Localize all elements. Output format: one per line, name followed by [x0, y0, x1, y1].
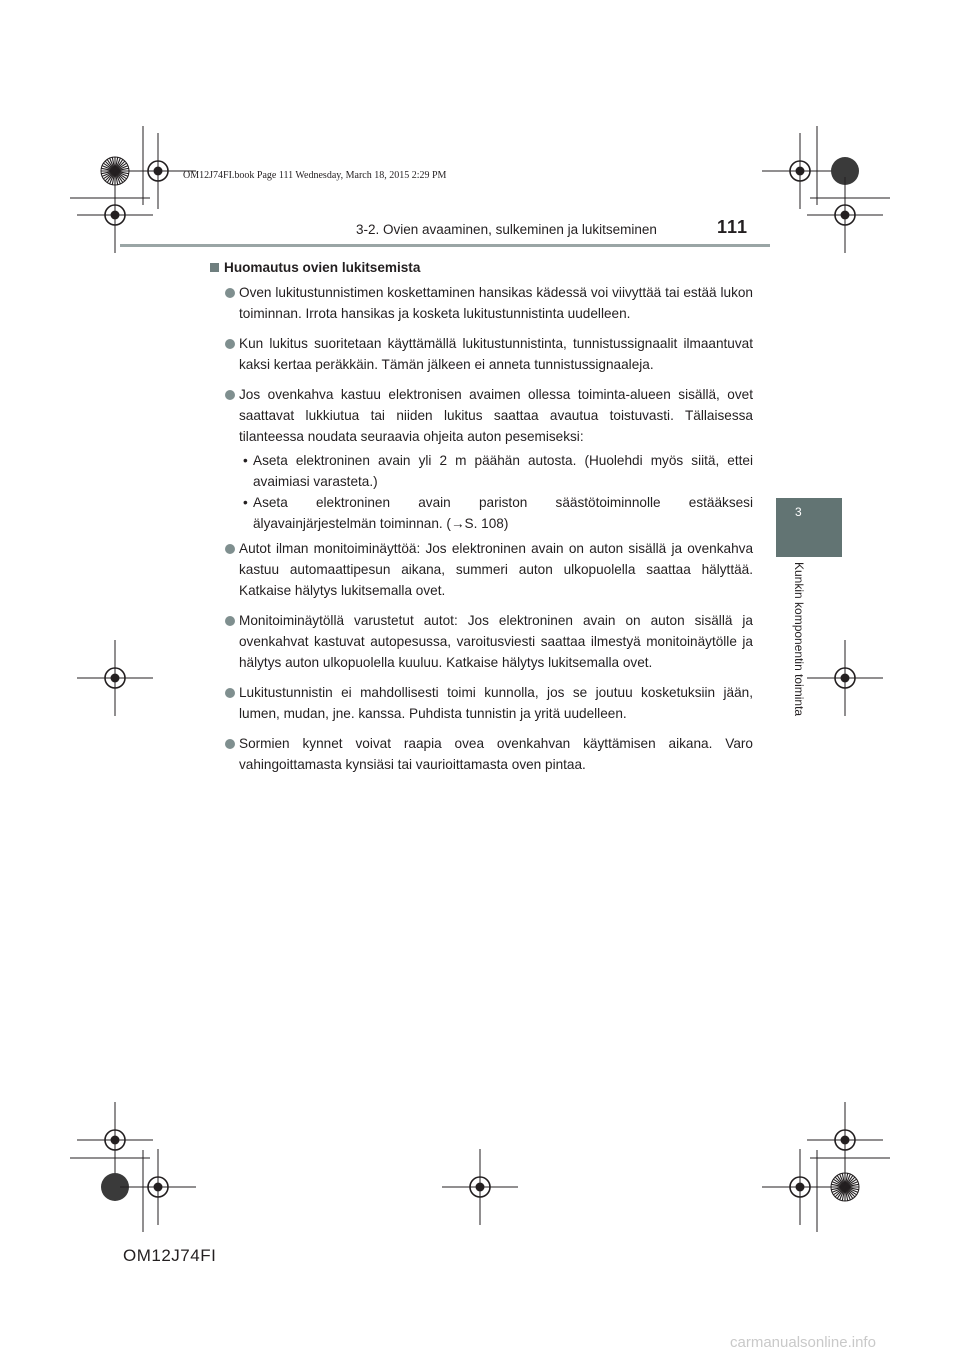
bullet-dot-icon — [225, 390, 235, 400]
sub-list-item: • Aseta elektroninen avain pariston säästötoiminnolle estääksesi älyavainjärjestelmän toiminnan. (→S. 108) — [210, 492, 753, 534]
bullet-dot-icon — [225, 688, 235, 698]
list-item: Jos ovenkahva kastuu elektronisen avaimen ollessa toiminta-alueen sisällä, ovet saattavat lukkiutua tai niiden lukitus saattaa avautua toistuvasti. Tällaisessa tilanteessa noudata seuraavia ohjeita auton pesemiseksi: — [210, 384, 753, 447]
footer-code: OM12J74FI — [123, 1246, 217, 1265]
list-item: Oven lukitustunnistimen koskettaminen hansikas kädessä voi viivyttää tai estää lukon toiminnan. Irrota hansikas ja kosketa lukitustunnistinta uudelleen. — [210, 282, 753, 324]
small-bullet-icon: • — [243, 495, 248, 510]
square-bullet-icon — [210, 263, 219, 272]
header-rule — [120, 244, 770, 247]
page-content — [210, 257, 753, 784]
bullet-dot-icon — [225, 544, 235, 554]
sub-list-item: • Aseta elektroninen avain yli 2 m päähän autosta. (Huolehdi myös siitä, ettei avaimiasi varasteta.) — [210, 450, 753, 492]
list-item: Lukitustunnistin ei mahdollisesti toimi kunnolla, jos se joutuu kosketuksiin jään, lumen, mudan, jne. kanssa. Puhdista tunnistin ja yritä uudelleen. — [210, 682, 753, 724]
bullet-dot-icon — [225, 739, 235, 749]
bullet-dot-icon — [225, 288, 235, 298]
chapter-number: 3 — [795, 505, 802, 519]
page-number: 111 — [717, 217, 749, 237]
list-item: Monitoiminäytöllä varustetut autot: Jos elektroninen avain on auton sisällä ja ovenkahvat kastuvat autopesussa, varoitusviesti saattaa ilmestyä monitoinäytölle ja hälytys auton ulkopuolella kuuluu. Katkaise hälytys lukitsemalla ovet. — [210, 610, 753, 673]
chapter-tab — [776, 498, 842, 557]
watermark: carmanualsonline.info — [730, 1334, 876, 1351]
sub-list — [210, 450, 753, 534]
list-item: Autot ilman monitoiminäyttöä: Jos elektroninen avain on auton sisällä ja ovenkahva kastuu automaattipesun aikana, summeri auton ulkopuolella saattaa hälyttää. Katkaise hälytys lukitsemalla ovet. — [210, 538, 753, 601]
bullet-dot-icon — [225, 616, 235, 626]
section-header: 3-2. Ovien avaaminen, sulkeminen ja lukitseminen — [356, 222, 657, 237]
small-bullet-icon: • — [243, 453, 248, 468]
chapter-title: Kunkin komponentin toiminta — [792, 562, 806, 717]
bullet-dot-icon — [225, 339, 235, 349]
book-stamp: OM12J74FI.book Page 111 Wednesday, March 18, 2015 2:29 PM — [183, 170, 447, 181]
section-title: Huomautus ovien lukitsemista — [210, 257, 753, 278]
list-item: Sormien kynnet voivat raapia ovea ovenkahvan käyttämisen aikana. Varo vahingoittamasta kynsiäsi tai vaurioittamasta oven pintaa. — [210, 733, 753, 775]
list-item: Kun lukitus suoritetaan käyttämällä lukitustunnistinta, tunnistussignaalit ilmaantuvat kaksi kertaa peräkkäin. Tämän jälkeen ei anneta tunnistussignaaleja. — [210, 333, 753, 375]
